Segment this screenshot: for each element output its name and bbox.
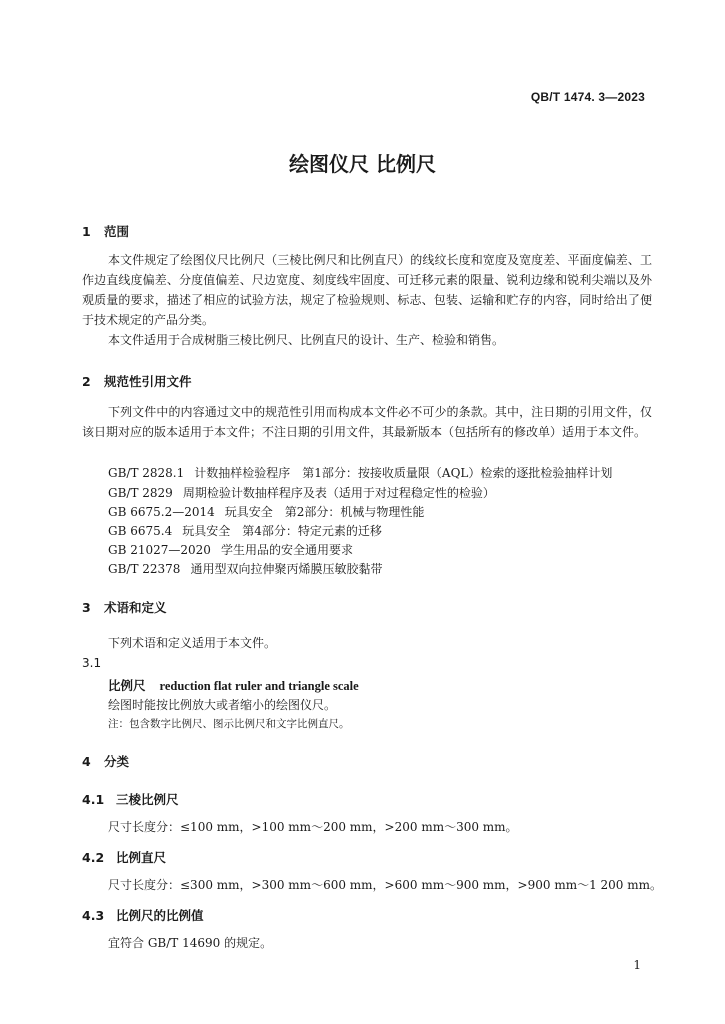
scope-paragraph: 本文件规定了绘图仪尺比例尺（三棱比例尺和比例直尺）的线纹长度和宽度及宽度差、平面度偏差、工作边直线度偏差、分度值偏差、尺边宽度、刻度线牢固度、可迁移元素的限量、锐利边缘和锐利尖端以及外观质量的要求，描述了相应的试验方法，规定了检验规则、标志、包装、运输和贮存的内容，同时给出了便于技术规定的产品分类。: [82, 253, 652, 327]
terms-intro: 下列术语和定义适用于本文件。: [108, 636, 277, 650]
term-definition: 绘图时能按比例放大或者缩小的绘图仪尺。: [108, 698, 337, 712]
normative-intro: 下列文件中的内容通过文中的规范性引用而构成本文件必不可少的条款。其中，注日期的引用文件，仅该日期对应的版本适用于本文件；不注日期的引用文件，其最新版本（包括所有的修改单）适用于本文件。: [82, 405, 652, 439]
section-title: 分类: [104, 754, 130, 769]
reference-item: [108, 522, 382, 539]
reference-code: GB/T 22378: [108, 562, 181, 576]
term-note: 注：包含数字比例尺、图示比例尺和文字比例直尺。: [108, 718, 350, 730]
subsection-title: 比例直尺: [116, 850, 167, 865]
section-number: 1: [82, 224, 91, 239]
section-number: 2: [82, 374, 91, 389]
subsection-title: 比例尺的比例值: [116, 908, 204, 923]
scope-applicability: 本文件适用于合成树脂三棱比例尺、比例直尺的设计、生产、检验和销售。: [108, 333, 505, 347]
reference-code: GB 6675.2—2014: [108, 505, 215, 519]
page-number: 1: [633, 958, 641, 972]
reference-code: GB 6675.4: [108, 524, 173, 538]
subsection-4-2-heading: [82, 848, 166, 866]
section-4-heading: [82, 752, 129, 770]
reference-item: [108, 541, 353, 558]
reference-title: 学生用品的安全通用要求: [220, 543, 353, 557]
triangle-scale-length-classes: 尺寸长度分：≤100 mm，>100 mm～200 mm，>200 mm～300 mm。: [108, 820, 518, 834]
scale-value-requirement: 宜符合 GB/T 14690 的规定。: [108, 936, 273, 950]
term-number: 3.1: [82, 656, 102, 670]
document-title: 绘图仪尺 比例尺: [289, 152, 436, 176]
reference-item: [108, 503, 424, 520]
term-entry: [108, 676, 359, 694]
section-title: 规范性引用文件: [104, 374, 192, 389]
reference-title: 计数抽样检验程序 第1部分：按接收质量限（AQL）检索的逐批检验抽样计划: [194, 466, 613, 480]
reference-item: [108, 560, 382, 577]
reference-title: 玩具安全 第2部分：机械与物理性能: [224, 505, 425, 519]
section-number: 4: [82, 754, 91, 769]
reference-title: 周期检验计数抽样程序及表（适用于对过程稳定性的检验）: [182, 486, 495, 500]
subsection-title: 三棱比例尺: [116, 792, 179, 807]
reference-item: [108, 484, 495, 501]
section-number: 3: [82, 600, 91, 615]
subsection-number: 4.2: [82, 850, 105, 865]
reference-item: [108, 464, 612, 481]
flat-ruler-length-classes: 尺寸长度分：≤300 mm，>300 mm～600 mm，>600 mm～900 mm，>900 mm～1 200 mm。: [108, 878, 663, 892]
subsection-number: 4.3: [82, 908, 105, 923]
reference-title: 玩具安全 第4部分：特定元素的迁移: [182, 524, 382, 538]
section-1-heading: [82, 222, 129, 240]
term-english: reduction flat ruler and triangle scale: [159, 679, 359, 693]
standard-number: QB/T 1474. 3—2023: [530, 90, 645, 104]
reference-code: GB 21027—2020: [108, 543, 211, 557]
section-3-heading: [82, 598, 167, 616]
section-title: 范围: [104, 224, 130, 239]
term-chinese: 比例尺: [108, 678, 146, 693]
reference-code: GB/T 2828.1: [108, 466, 185, 480]
reference-code: GB/T 2829: [108, 486, 173, 500]
subsection-number: 4.1: [82, 792, 105, 807]
subsection-4-3-heading: [82, 906, 204, 924]
section-2-heading: [82, 372, 192, 390]
subsection-4-1-heading: [82, 790, 179, 808]
section-title: 术语和定义: [104, 600, 167, 615]
reference-title: 通用型双向拉伸聚丙烯膜压敏胶黏带: [190, 562, 383, 576]
